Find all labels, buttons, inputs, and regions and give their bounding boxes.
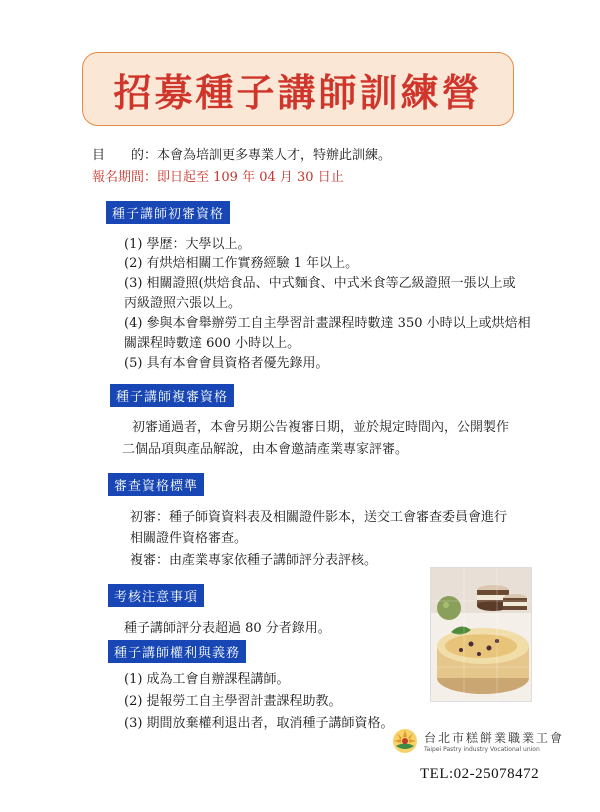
criteria-text-line: 初審：種子師資資料表及相關證件影本，送交工會審查委員會進行 bbox=[130, 510, 508, 525]
section-heading-initial: 種子講師初審資格 bbox=[106, 201, 230, 224]
section-heading-review: 種子講師複審資格 bbox=[110, 384, 234, 407]
notice-text-line: 種子講師評分表超過 80 分者錄用。 bbox=[124, 621, 331, 636]
registration-period: 報名期間：即日起至 109 年 04 月 30 日止 bbox=[92, 170, 344, 185]
section-heading-notice: 考核注意事項 bbox=[108, 584, 204, 607]
list-item: 關課程時數達 600 小時以上。 bbox=[124, 336, 301, 351]
section-heading-rights: 種子講師權利與義務 bbox=[108, 640, 246, 663]
criteria-text-line: 相關證件資格審查。 bbox=[130, 531, 248, 546]
section-heading-criteria: 審查資格標準 bbox=[108, 473, 204, 496]
list-item: (1) 成為工會自辦課程講師。 bbox=[124, 672, 290, 687]
list-item: (4) 參與本會舉辦勞工自主學習計畫課程時數達 350 小時以上或烘焙相 bbox=[124, 316, 531, 331]
list-item: (3) 期間放棄權利退出者，取消種子講師資格。 bbox=[124, 716, 394, 731]
union-name-cn: 台北市糕餅業職業工會 bbox=[424, 731, 565, 745]
list-item: (2) 有烘焙相關工作實務經驗 1 年以上。 bbox=[124, 256, 359, 271]
pastry-photo bbox=[430, 567, 532, 702]
telephone: TEL:02-25078472 bbox=[420, 766, 540, 782]
list-item: (1) 學歷：大學以上。 bbox=[124, 237, 251, 252]
list-item: (3) 相關證照(烘焙食品、中式麵食、中式米食等乙級證照一張以上或 bbox=[124, 276, 516, 291]
list-item: (2) 提報勞工自主學習計畫課程助教。 bbox=[124, 694, 342, 709]
list-item: (5) 具有本會會員資格者優先錄用。 bbox=[124, 356, 329, 371]
union-logo bbox=[392, 728, 564, 754]
purpose-text: 目 的：本會為培訓更多專業人才，特辦此訓練。 bbox=[92, 148, 392, 163]
criteria-text-line: 複審：由產業專家依種子講師評分表評核。 bbox=[130, 553, 378, 568]
review-text-line: 初審通過者，本會另期公告複審日期，並於規定時間內，公開製作 bbox=[132, 420, 510, 435]
review-text-line: 二個品項與產品解說，由本會邀請產業專家評審。 bbox=[122, 442, 409, 457]
page-title: 招募種子講師訓練營 bbox=[113, 69, 483, 115]
union-emblem-icon bbox=[392, 728, 418, 754]
union-name-en: Taipei Pastry industry Vocational union bbox=[424, 746, 540, 753]
list-item: 丙級證照六張以上。 bbox=[124, 296, 242, 311]
title-banner bbox=[82, 52, 514, 126]
